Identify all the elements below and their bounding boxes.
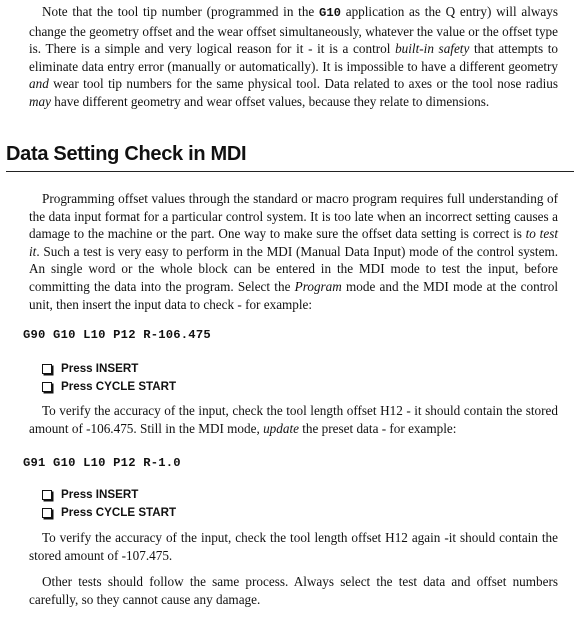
intro-text-3: that attempts to eliminate data entry error (manually or automatically). It is impossible to have a different geometry — [29, 41, 559, 74]
step-label: Press INSERT — [61, 362, 139, 375]
intro-paragraph — [29, 3, 558, 111]
para1-text-1: Programming offset values through the standard or macro program requires full understanding of the data input format for a particular control system. It is too late when an incorrect setting causes a damage to the machine or the part. One way to make sure the offset data setting is correct is — [29, 191, 558, 242]
checkbox-bullet-icon — [42, 508, 52, 518]
intro-text-4: wear tool tip numbers for the same physical tool. Data related to axes or the tool nose radius — [48, 76, 558, 92]
step-press-cycle-start-1 — [42, 380, 176, 393]
para1-text-3: mode and the MDI mode at the control unit, then insert the input data to check - for example: — [29, 278, 559, 312]
step-press-insert-2 — [42, 488, 138, 501]
intro-emphasis-may: may — [29, 93, 51, 109]
intro-emphasis-built-in-safety: built-in safety — [395, 41, 470, 57]
code-example-1: G90 G10 L10 P12 R-106.475 — [23, 328, 211, 342]
intro-code-g10: G10 — [319, 6, 341, 20]
step-label: Press CYCLE START — [61, 380, 177, 393]
intro-emphasis-and: and — [29, 76, 49, 92]
checkbox-bullet-icon — [42, 382, 52, 392]
step-label: Press CYCLE START — [61, 506, 177, 519]
body-paragraph-1 — [29, 190, 558, 313]
intro-text-2: application as the Q entry) will always change the geometry offset and the wear offset simultaneously, whatever the value or the offset type is. There is a simple and very logical reason for it - it is a control — [29, 4, 558, 57]
para2-emphasis-update: update — [263, 420, 299, 436]
step-press-cycle-start-2 — [42, 506, 176, 519]
checkbox-bullet-icon — [42, 490, 52, 500]
body-paragraph-2 — [29, 402, 558, 437]
step-label: Press INSERT — [61, 488, 139, 501]
step-press-insert-1 — [42, 362, 138, 375]
para2-text-1: To verify the accuracy of the input, check the tool length offset H12 - it should contain the stored amount of -106.475. Still in the MDI mode, — [29, 403, 558, 436]
checkbox-bullet-icon — [42, 364, 52, 374]
code-example-2: G91 G10 L10 P12 R-1.0 — [23, 456, 181, 470]
para1-emphasis-program: Program — [294, 278, 342, 294]
intro-text-5: have different geometry and wear offset values, because they relate to dimensions. — [50, 93, 490, 109]
intro-text-1: Note that the tool tip number (programmed in the — [42, 4, 320, 19]
para1-emphasis-to-test-it: to test it — [29, 226, 558, 259]
para2-text-2: the preset data - for example: — [298, 420, 457, 436]
para1-text-2: . Such a test is very easy to perform in the MDI (Manual Data Input) mode of the control system. An single word or the whole block can be entered in the MDI mode to test the input, before committing the data into the program. Select the — [29, 243, 558, 294]
body-paragraph-4: Other tests should follow the same process. Always select the test data and offset numbers carefully, so they cannot cause any damage. — [29, 574, 558, 607]
section-heading: Data Setting Check in MDI — [6, 143, 247, 165]
section-divider — [6, 171, 574, 172]
body-paragraph-3: To verify the accuracy of the input, check the tool length offset H12 again -it should contain the stored amount of -107.475. — [29, 530, 558, 563]
